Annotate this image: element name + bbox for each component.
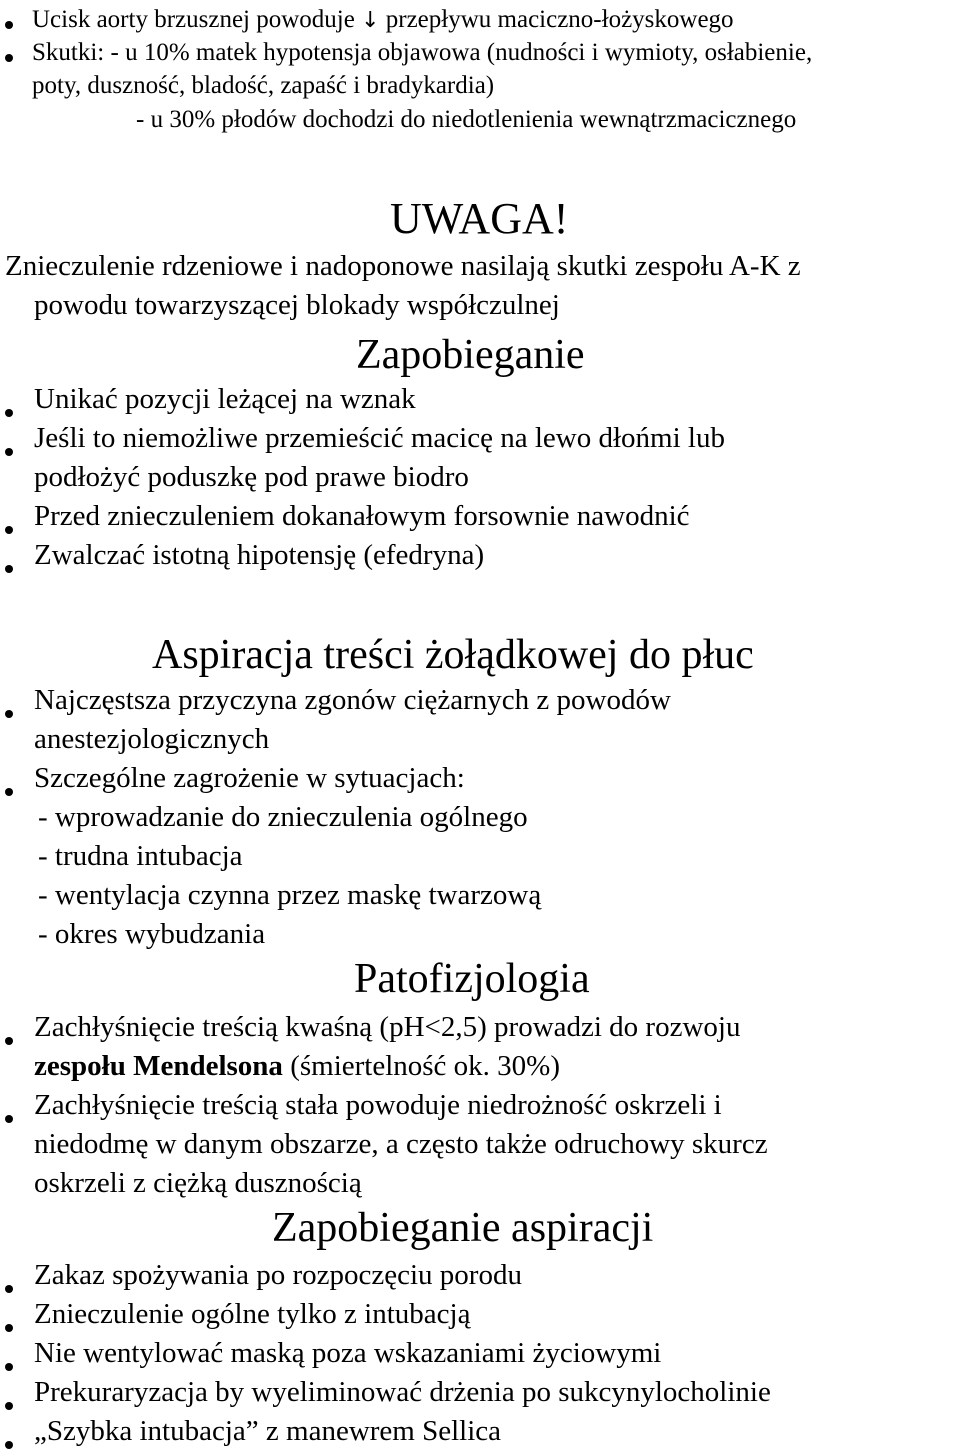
text-line: powodu towarzyszącej blokady współczulnej <box>34 289 560 321</box>
bullet <box>5 394 13 423</box>
section-heading: Patofizjologia <box>354 956 590 1002</box>
list-item <box>34 1052 560 1081</box>
text-line <box>32 7 734 32</box>
list-item: Zachłyśnięcie treścią stała powoduje niedrożność oskrzeli i <box>34 1089 722 1121</box>
list-item: - okres wybudzania <box>38 918 266 950</box>
bullet <box>5 695 13 724</box>
down-arrow-icon: ↓ <box>361 8 380 33</box>
list-item: - wentylacja czynna przez maskę twarzową <box>38 879 542 911</box>
text-line: - u 30% płodów dochodzi do niedotlenienia wewnątrzmacicznego <box>136 106 797 133</box>
bullet <box>5 1270 13 1299</box>
section-heading: Zapobieganie <box>356 332 585 378</box>
list-item: niedodmę w danym obszarze, a często także odruchowy skurcz <box>34 1128 768 1160</box>
text-span: przepływu maciczno-łożyskowego <box>385 6 734 33</box>
bullet <box>5 433 13 462</box>
list-item: Nie wentylować maską poza wskazaniami życiowymi <box>34 1337 662 1369</box>
list-item: Jeśli to niemożliwe przemieścić macicę na lewo dłońmi lub <box>34 422 725 454</box>
bullet <box>5 550 13 579</box>
bullet <box>5 9 13 34</box>
list-item: Szczególne zagrożenie w sytuacjach: <box>34 762 465 794</box>
bullet <box>5 1387 13 1416</box>
bold-term: zespołu Mendelsona <box>34 1050 283 1082</box>
bullet <box>5 1348 13 1377</box>
list-item: - wprowadzanie do znieczulenia ogólnego <box>38 801 528 833</box>
list-item: Zakaz spożywania po rozpoczęciu porodu <box>34 1259 522 1291</box>
bullet <box>5 1309 13 1338</box>
list-item: Unikać pozycji leżącej na wznak <box>34 383 416 415</box>
list-item: Zachłyśnięcie treścią kwaśną (pH<2,5) prowadzi do rozwoju <box>34 1011 741 1043</box>
list-item: Zwalczać istotną hipotensję (efedryna) <box>34 539 485 571</box>
bullet <box>5 1100 13 1129</box>
section-heading: Aspiracja treści żołądkowej do płuc <box>152 632 754 678</box>
list-item: Prekuraryzacja by wyeliminować drżenia po sukcynylocholinie <box>34 1376 771 1408</box>
text-line: poty, duszność, bladość, zapaść i bradykardia) <box>32 72 495 99</box>
list-item: podłożyć poduszkę pod prawe biodro <box>34 461 469 493</box>
bullet <box>5 511 13 540</box>
bullet <box>5 42 13 67</box>
section-heading: UWAGA! <box>390 194 569 243</box>
section-heading: Zapobieganie aspiracji <box>272 1205 654 1251</box>
text-line: Znieczulenie rdzeniowe i nadoponowe nasilają skutki zespołu A-K z <box>5 250 801 282</box>
text-span: Ucisk aorty brzusznej powoduje <box>32 6 355 33</box>
bullet <box>5 1426 13 1455</box>
text-span: (śmiertelność ok. 30%) <box>290 1050 560 1082</box>
list-item: - trudna intubacja <box>38 840 243 872</box>
list-item: anestezjologicznych <box>34 723 270 755</box>
list-item: Przed znieczuleniem dokanałowym forsownie nawodnić <box>34 500 690 532</box>
bullet <box>5 1022 13 1051</box>
list-item: Najczęstsza przyczyna zgonów ciężarnych z powodów <box>34 684 671 716</box>
list-item: oskrzeli z ciężką dusznością <box>34 1167 362 1199</box>
list-item: Znieczulenie ogólne tylko z intubacją <box>34 1298 471 1330</box>
text-line: Skutki: - u 10% matek hypotensja objawowa (nudności i wymioty, osłabienie, <box>32 39 813 66</box>
bullet <box>5 773 13 802</box>
list-item: „Szybka intubacja” z manewrem Sellica <box>34 1415 502 1447</box>
